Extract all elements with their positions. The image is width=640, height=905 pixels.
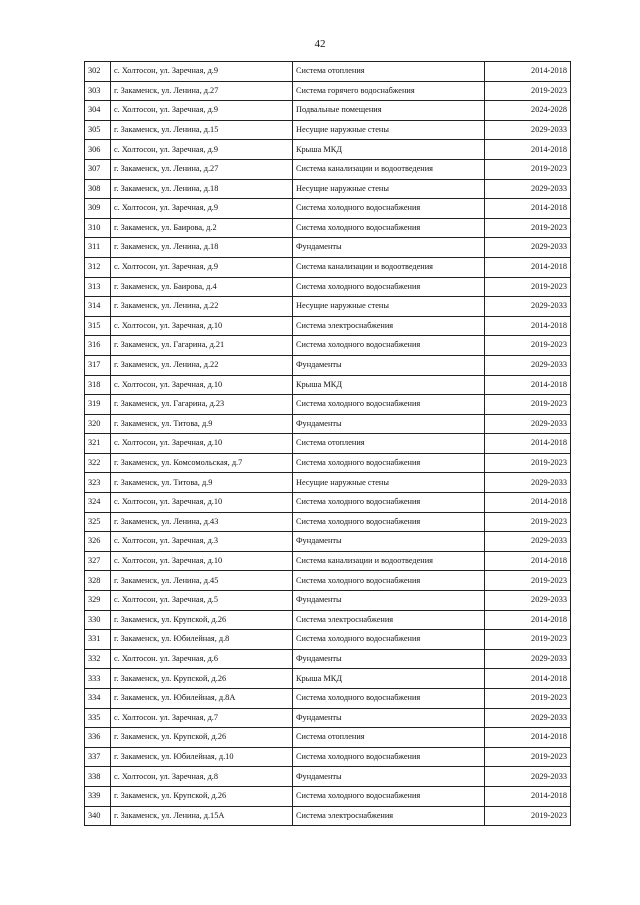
cell-period: 2014-2018 <box>485 62 571 82</box>
cell-period: 2019-2023 <box>485 571 571 591</box>
cell-period: 2029-2033 <box>485 649 571 669</box>
cell-address: с. Холтосон, ул. Заречная, д.9 <box>111 62 293 82</box>
cell-number: 313 <box>85 277 111 297</box>
cell-period: 2014-2018 <box>485 551 571 571</box>
cell-system: Несущие наружные стены <box>293 473 485 493</box>
cell-address: с. Холтосон, ул. Заречная, д.3 <box>111 532 293 552</box>
cell-system: Крыша МКД <box>293 375 485 395</box>
table-row <box>85 238 571 258</box>
cell-address: г. Закаменск, ул. Крупской, д.26 <box>111 669 293 689</box>
table-body <box>85 62 571 826</box>
cell-period: 2019-2023 <box>485 453 571 473</box>
cell-number: 338 <box>85 767 111 787</box>
cell-system: Система холодного водоснабжения <box>293 747 485 767</box>
cell-system: Несущие наружные стены <box>293 179 485 199</box>
cell-number: 324 <box>85 493 111 513</box>
cell-period: 2019-2023 <box>485 395 571 415</box>
table-row <box>85 375 571 395</box>
cell-number: 312 <box>85 257 111 277</box>
cell-system: Крыша МКД <box>293 140 485 160</box>
cell-period: 2014-2018 <box>485 786 571 806</box>
cell-period: 2019-2023 <box>485 159 571 179</box>
cell-period: 2019-2023 <box>485 747 571 767</box>
cell-number: 309 <box>85 199 111 219</box>
cell-number: 327 <box>85 551 111 571</box>
cell-number: 321 <box>85 434 111 454</box>
cell-period: 2014-2018 <box>485 199 571 219</box>
cell-system: Система электроснабжения <box>293 610 485 630</box>
cell-period: 2019-2023 <box>485 336 571 356</box>
cell-number: 306 <box>85 140 111 160</box>
cell-system: Система электроснабжения <box>293 806 485 826</box>
cell-period: 2014-2018 <box>485 610 571 630</box>
cell-number: 336 <box>85 728 111 748</box>
cell-number: 304 <box>85 101 111 121</box>
cell-number: 303 <box>85 81 111 101</box>
table-row <box>85 649 571 669</box>
cell-period: 2029-2033 <box>485 532 571 552</box>
cell-period: 2029-2033 <box>485 591 571 611</box>
table-row <box>85 747 571 767</box>
cell-address: г. Закаменск, ул. Ленина, д.27 <box>111 159 293 179</box>
cell-address: г. Закаменск, ул. Титова, д.9 <box>111 473 293 493</box>
table-row <box>85 610 571 630</box>
cell-address: с. Холтосон, ул. Заречная, д.9 <box>111 199 293 219</box>
cell-period: 2019-2023 <box>485 81 571 101</box>
page-number: 42 <box>314 38 326 50</box>
cell-address: г. Закаменск, ул. Ленина, д.15А <box>111 806 293 826</box>
cell-number: 332 <box>85 649 111 669</box>
cell-address: г. Закаменск, ул. Ленина, д.18 <box>111 179 293 199</box>
table-row <box>85 120 571 140</box>
cell-period: 2019-2023 <box>485 689 571 709</box>
cell-number: 333 <box>85 669 111 689</box>
table-row <box>85 728 571 748</box>
cell-number: 314 <box>85 297 111 317</box>
cell-system: Система канализации и водоотведения <box>293 257 485 277</box>
cell-system: Система холодного водоснабжения <box>293 218 485 238</box>
cell-address: с. Холтосон, ул. Заречная, д.10 <box>111 375 293 395</box>
cell-address: г. Закаменск, ул. Ленина, д.22 <box>111 297 293 317</box>
cell-number: 308 <box>85 179 111 199</box>
cell-address: г. Закаменск, ул. Гагарина, д.21 <box>111 336 293 356</box>
cell-address: г. Закаменск, ул. Крупской, д.26 <box>111 786 293 806</box>
cell-address: г. Закаменск, ул. Ленина, д.18 <box>111 238 293 258</box>
cell-system: Фундаменты <box>293 708 485 728</box>
cell-system: Система холодного водоснабжения <box>293 395 485 415</box>
cell-number: 307 <box>85 159 111 179</box>
table-row <box>85 669 571 689</box>
table-row <box>85 453 571 473</box>
cell-system: Фундаменты <box>293 414 485 434</box>
cell-period: 2029-2033 <box>485 767 571 787</box>
cell-period: 2029-2033 <box>485 179 571 199</box>
cell-period: 2019-2023 <box>485 218 571 238</box>
cell-number: 331 <box>85 630 111 650</box>
cell-system: Система холодного водоснабжения <box>293 571 485 591</box>
table-row <box>85 414 571 434</box>
table-row <box>85 62 571 82</box>
cell-system: Несущие наружные стены <box>293 120 485 140</box>
cell-number: 329 <box>85 591 111 611</box>
cell-number: 326 <box>85 532 111 552</box>
cell-number: 339 <box>85 786 111 806</box>
cell-number: 328 <box>85 571 111 591</box>
table-row <box>85 199 571 219</box>
cell-number: 302 <box>85 62 111 82</box>
cell-system: Система отопления <box>293 62 485 82</box>
cell-address: с. Холтосон, ул. Заречная, д.10 <box>111 551 293 571</box>
table-row <box>85 434 571 454</box>
cell-address: г. Закаменск, ул. Ленина, д.45 <box>111 571 293 591</box>
cell-address: г. Закаменск, ул. Юбилейная, д.8А <box>111 689 293 709</box>
cell-period: 2014-2018 <box>485 728 571 748</box>
cell-system: Фундаменты <box>293 532 485 552</box>
cell-number: 323 <box>85 473 111 493</box>
table-row <box>85 708 571 728</box>
cell-number: 319 <box>85 395 111 415</box>
cell-address: г. Закаменск, ул. Крупской, д.26 <box>111 610 293 630</box>
cell-period: 2019-2023 <box>485 277 571 297</box>
cell-system: Система холодного водоснабжения <box>293 336 485 356</box>
cell-system: Система отопления <box>293 434 485 454</box>
cell-address: с. Холтосон. ул. Заречная, д.7 <box>111 708 293 728</box>
table-row <box>85 551 571 571</box>
cell-address: г. Закаменск, ул. Ленина, д.27 <box>111 81 293 101</box>
cell-address: с. Холтосон, ул. Заречная, д.9 <box>111 101 293 121</box>
cell-period: 2019-2023 <box>485 512 571 532</box>
table-row <box>85 689 571 709</box>
cell-number: 310 <box>85 218 111 238</box>
table-row <box>85 336 571 356</box>
cell-system: Крыша МКД <box>293 669 485 689</box>
table-row <box>85 512 571 532</box>
cell-period: 2029-2033 <box>485 120 571 140</box>
table-row <box>85 179 571 199</box>
table-row <box>85 630 571 650</box>
cell-address: с. Холтосон, ул. Заречная, д.9 <box>111 140 293 160</box>
cell-address: с. Холтосон, ул. Заречная, д.10 <box>111 316 293 336</box>
table-row <box>85 493 571 513</box>
table-row <box>85 532 571 552</box>
table-row <box>85 159 571 179</box>
cell-system: Система холодного водоснабжения <box>293 277 485 297</box>
cell-address: с. Холтосон, ул. Заречная, д.5 <box>111 591 293 611</box>
cell-number: 317 <box>85 355 111 375</box>
table-row <box>85 140 571 160</box>
cell-system: Система холодного водоснабжения <box>293 199 485 219</box>
cell-period: 2029-2033 <box>485 473 571 493</box>
cell-period: 2014-2018 <box>485 493 571 513</box>
table-row <box>85 101 571 121</box>
cell-address: г. Закаменск, ул. Ленина, д.15 <box>111 120 293 140</box>
cell-address: с. Холтосон, ул. Заречная, д.10 <box>111 493 293 513</box>
cell-address: г. Закаменск, ул. Гагарина, д.23 <box>111 395 293 415</box>
table-row <box>85 591 571 611</box>
cell-period: 2014-2018 <box>485 257 571 277</box>
repair-schedule-table <box>84 61 571 826</box>
cell-system: Система канализации и водоотведения <box>293 551 485 571</box>
cell-number: 330 <box>85 610 111 630</box>
cell-address: с. Холтосон, ул. Заречная, д.10 <box>111 434 293 454</box>
cell-number: 305 <box>85 120 111 140</box>
cell-number: 320 <box>85 414 111 434</box>
table-row <box>85 473 571 493</box>
cell-address: г. Закаменск, ул. Юбилейная, д.8 <box>111 630 293 650</box>
cell-address: с. Холтосон, ул. Заречная, д.9 <box>111 257 293 277</box>
cell-period: 2029-2033 <box>485 708 571 728</box>
table-row <box>85 218 571 238</box>
cell-number: 335 <box>85 708 111 728</box>
cell-system: Подвальные помещения <box>293 101 485 121</box>
cell-number: 318 <box>85 375 111 395</box>
cell-period: 2014-2018 <box>485 375 571 395</box>
cell-system: Фундаменты <box>293 238 485 258</box>
cell-address: г. Закаменск, ул. Комсомольская, д.7 <box>111 453 293 473</box>
cell-period: 2019-2023 <box>485 630 571 650</box>
cell-number: 316 <box>85 336 111 356</box>
table-row <box>85 767 571 787</box>
cell-system: Система отопления <box>293 728 485 748</box>
cell-address: г. Закаменск, ул. Титова, д.9 <box>111 414 293 434</box>
cell-period: 2029-2033 <box>485 297 571 317</box>
table-row <box>85 355 571 375</box>
cell-system: Система электроснабжения <box>293 316 485 336</box>
cell-period: 2029-2033 <box>485 355 571 375</box>
cell-system: Система холодного водоснабжения <box>293 512 485 532</box>
cell-address: г. Закаменск, ул. Юбилейная, д.10 <box>111 747 293 767</box>
cell-number: 322 <box>85 453 111 473</box>
cell-period: 2014-2018 <box>485 316 571 336</box>
cell-period: 2014-2018 <box>485 434 571 454</box>
cell-address: г. Закаменск, ул. Баирова, д.2 <box>111 218 293 238</box>
cell-number: 311 <box>85 238 111 258</box>
cell-address: с. Холтосон, ул. Заречная, д.8 <box>111 767 293 787</box>
cell-number: 325 <box>85 512 111 532</box>
table-row <box>85 786 571 806</box>
cell-system: Система холодного водоснабжения <box>293 689 485 709</box>
cell-system: Фундаменты <box>293 355 485 375</box>
cell-system: Система горячего водоснабжения <box>293 81 485 101</box>
cell-number: 337 <box>85 747 111 767</box>
cell-period: 2029-2033 <box>485 238 571 258</box>
cell-system: Фундаменты <box>293 767 485 787</box>
cell-system: Система холодного водоснабжения <box>293 630 485 650</box>
cell-period: 2029-2033 <box>485 414 571 434</box>
cell-system: Система холодного водоснабжения <box>293 453 485 473</box>
cell-system: Несущие наружные стены <box>293 297 485 317</box>
cell-period: 2014-2018 <box>485 140 571 160</box>
cell-period: 2024-2028 <box>485 101 571 121</box>
cell-address: г. Закаменск, ул. Ленина, д.43 <box>111 512 293 532</box>
table-row <box>85 806 571 826</box>
cell-number: 315 <box>85 316 111 336</box>
table-row <box>85 81 571 101</box>
cell-period: 2014-2018 <box>485 669 571 689</box>
cell-system: Система холодного водоснабжения <box>293 493 485 513</box>
cell-system: Система канализации и водоотведения <box>293 159 485 179</box>
table-row <box>85 277 571 297</box>
cell-system: Фундаменты <box>293 649 485 669</box>
cell-system: Система холодного водоснабжения <box>293 786 485 806</box>
cell-period: 2019-2023 <box>485 806 571 826</box>
cell-address: с. Холтосон. ул. Заречная, д.6 <box>111 649 293 669</box>
table-row <box>85 316 571 336</box>
table-row <box>85 257 571 277</box>
table-row <box>85 571 571 591</box>
cell-system: Фундаменты <box>293 591 485 611</box>
table-row <box>85 395 571 415</box>
cell-address: г. Закаменск, ул. Баирова, д.4 <box>111 277 293 297</box>
cell-number: 340 <box>85 806 111 826</box>
cell-address: г. Закаменск, ул. Ленина, д.22 <box>111 355 293 375</box>
cell-address: г. Закаменск, ул. Крупской, д.26 <box>111 728 293 748</box>
table-row <box>85 297 571 317</box>
cell-number: 334 <box>85 689 111 709</box>
